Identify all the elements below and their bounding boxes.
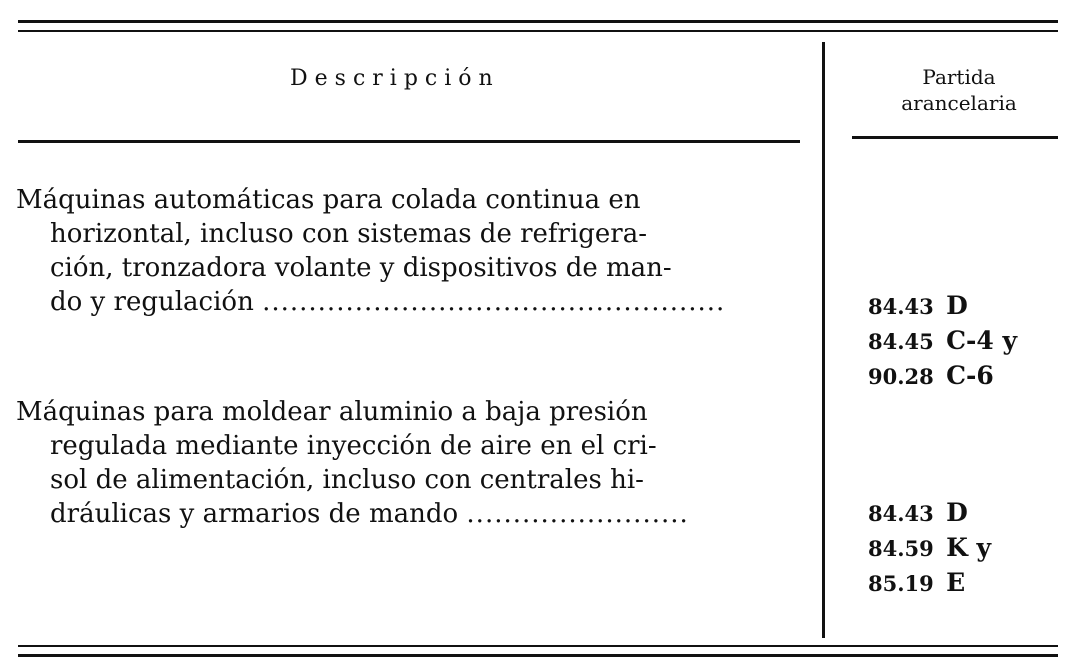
partida-header <box>854 64 1064 116</box>
table-row-description <box>16 183 806 319</box>
description-line: Máquinas para moldear aluminio a baja presión <box>16 397 648 427</box>
description-line: regulada mediante inyección de aire en el cri- <box>50 431 657 461</box>
tariff-code-number: 84.59 <box>868 536 934 561</box>
partida-header-line2: arancelaria <box>901 91 1017 115</box>
description-line-text: do y regulación <box>50 287 254 317</box>
tariff-code <box>868 359 1068 394</box>
tariff-code-number: 90.28 <box>868 364 934 389</box>
description-line: ción, tronzadora volante y dispositivos de man- <box>50 253 672 283</box>
top-rule-2 <box>18 30 1058 32</box>
tariff-code-number: 84.45 <box>868 329 934 354</box>
description-line-text: dráulicas y armarios de mando <box>50 499 459 529</box>
top-rule-1 <box>18 20 1058 23</box>
description-line: Máquinas automáticas para colada continua en <box>16 185 641 215</box>
tariff-code <box>868 289 1068 324</box>
column-divider <box>822 42 825 638</box>
tariff-code <box>868 324 1068 359</box>
tariff-code-suffix: C-4 y <box>946 326 1018 355</box>
tariff-code-number: 85.19 <box>868 571 934 596</box>
partida-header-line1: Partida <box>922 65 996 89</box>
tariff-code-number: 84.43 <box>868 294 934 319</box>
tariff-code <box>868 566 1068 601</box>
description-line <box>16 285 806 319</box>
bottom-rule-1 <box>18 645 1058 647</box>
tariff-code-suffix: C-6 <box>946 361 994 390</box>
dot-leader: ........................ <box>466 499 689 529</box>
tariff-code-number: 84.43 <box>868 501 934 526</box>
tariff-code <box>868 531 1068 566</box>
tariff-code <box>868 496 1068 531</box>
description-header: Descripción <box>290 66 500 91</box>
description-line <box>16 497 806 531</box>
table-row-codes <box>868 496 1068 601</box>
description-line: horizontal, incluso con sistemas de refrigera- <box>50 219 648 249</box>
partida-header-rule <box>852 136 1058 139</box>
description-header-rule <box>18 140 800 143</box>
tariff-code-suffix: K y <box>946 533 992 562</box>
tariff-code-suffix: D <box>946 291 968 320</box>
dot-leader: .................................................. <box>262 287 726 317</box>
tariff-code-suffix: D <box>946 498 968 527</box>
table-row-codes <box>868 289 1068 394</box>
bottom-rule-2 <box>18 654 1058 657</box>
description-line: sol de alimentación, incluso con centrales hi- <box>50 465 644 495</box>
tariff-code-suffix: E <box>946 568 966 597</box>
table-row-description <box>16 395 806 531</box>
